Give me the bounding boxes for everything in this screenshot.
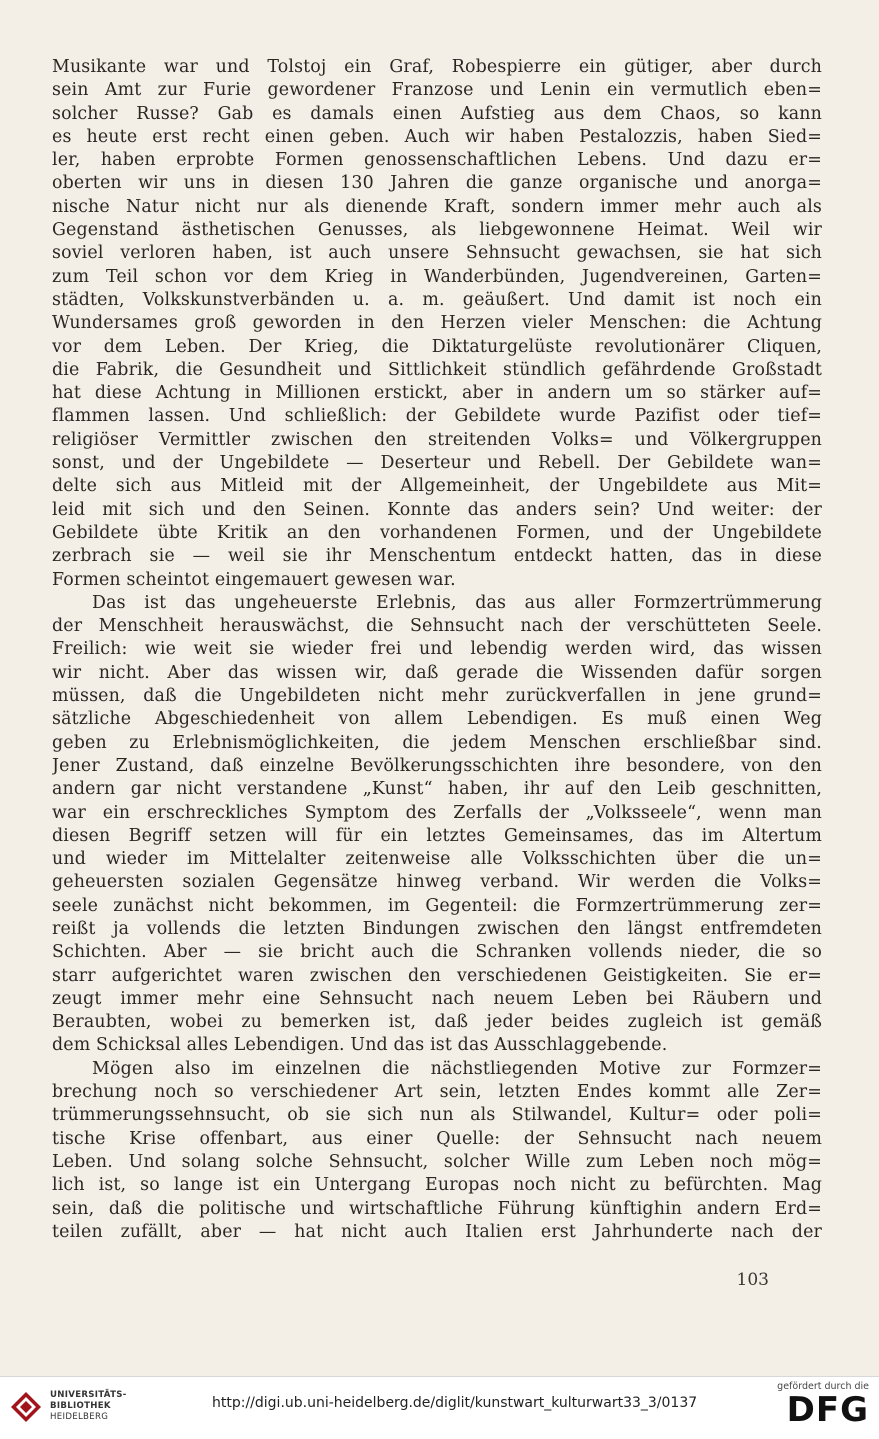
- text-line: sätzliche Abgeschiedenheit von allem Lebendigen. Es muß einen Weg: [52, 709, 822, 730]
- text-line: es heute erst recht einen geben. Auch wir haben Pestalozzis, haben Sied=: [52, 126, 822, 147]
- paragraph-1: [52, 56, 822, 592]
- text-line: brechung noch so verschiedener Art sein, letzten Endes kommt alle Zer=: [52, 1082, 822, 1103]
- dfg-logo-icon: DFG: [786, 1390, 869, 1430]
- permalink-url[interactable]: http://digi.ub.uni-heidelberg.de/diglit/kunstwart_kulturwart33_3/0137: [212, 1395, 698, 1411]
- text-line: andern gar nicht verstandene „Kunst“ haben, ihr auf den Leib geschnitten,: [52, 779, 822, 800]
- text-line: sein, daß die politische und wirtschaftliche Führung künftighin andern Erd=: [52, 1198, 822, 1219]
- library-line-1: UNIVERSITÄTS-: [50, 1390, 127, 1400]
- text-line: diesen Begriff setzen will für ein letztes Gemeinsames, das im Altertum: [52, 825, 822, 846]
- text-line: städten, Volkskunstverbänden u. a. m. geäußert. Und damit ist noch ein: [52, 289, 822, 310]
- text-line: Freilich: wie weit sie wieder frei und lebendig werden wird, das wissen: [52, 639, 822, 660]
- text-line: flammen lassen. Und schließlich: der Gebildete wurde Pazifist oder tief=: [52, 406, 822, 427]
- text-line: reißt ja vollends die letzten Bindungen zwischen den längst entfremdeten: [52, 918, 822, 939]
- dfg-funding-logo[interactable]: [769, 1381, 869, 1435]
- text-line: die Fabrik, die Gesundheit und Sittlichkeit stündlich gefährdende Großstadt: [52, 359, 822, 380]
- funding-caption: gefördert durch die: [777, 1381, 869, 1392]
- library-line-3: HEIDELBERG: [50, 1412, 109, 1422]
- text-line: Das ist das ungeheuerste Erlebnis, das aus aller Formzertrümmerung: [92, 592, 822, 613]
- text-line: der Menschheit herauswächst, die Sehnsucht nach der verschütteten Seele.: [52, 616, 822, 637]
- text-line: sein Amt zur Furie gewordener Franzose und Lenin ein vermutlich eben=: [52, 80, 822, 101]
- text-line: religiöser Vermittler zwischen den streitenden Volks= und Völkergruppen: [52, 429, 822, 450]
- text-line: dem Schicksal alles Lebendigen. Und das ist das Ausschlaggebende.: [52, 1035, 668, 1056]
- text-line: seele zunächst nicht bekommen, im Gegenteil: die Formzertrümmerung zer=: [52, 895, 822, 916]
- library-seal-icon: [10, 1391, 42, 1423]
- body-text: [52, 56, 822, 1244]
- paragraph-2: [52, 592, 822, 1058]
- text-line: und wieder im Mittelalter zeitenweise alle Volksschichten über die un=: [52, 849, 822, 870]
- text-line: lich ist, so lange ist ein Untergang Europas noch nicht zu befürchten. Mag: [52, 1175, 822, 1196]
- text-line: teilen zufällt, aber — hat nicht auch Italien erst Jahrhunderte nach der: [52, 1221, 822, 1242]
- library-line-2: BIBLIOTHEK: [50, 1401, 111, 1411]
- text-line: vor dem Leben. Der Krieg, die Diktaturgelüste revolutionärer Cliquen,: [52, 336, 822, 357]
- text-line: solcher Russe? Gab es damals einen Aufstieg aus dem Chaos, so kann: [52, 103, 822, 124]
- text-line: zeugt immer mehr eine Sehnsucht nach neuem Leben bei Räubern und: [52, 988, 822, 1009]
- text-line: ler, haben erprobte Formen genossenschaftlichen Lebens. Und dazu er=: [52, 150, 822, 171]
- text-line: oberten wir uns in diesen 130 Jahren die ganze organische und anorga=: [52, 173, 822, 194]
- text-line: Musikante war und Tolstoj ein Graf, Robespierre ein gütiger, aber durch: [52, 57, 822, 77]
- page-number: 103: [736, 1270, 769, 1290]
- text-line: geheuersten sozialen Gegensätze hinweg verband. Wir werden die Volks=: [52, 872, 822, 893]
- text-line: Gegenstand ästhetischen Genusses, als liebgewonnene Heimat. Weil wir: [52, 220, 822, 241]
- viewer-footer: [0, 1376, 879, 1439]
- text-line: Schichten. Aber — sie bricht auch die Schranken vollends nieder, die so: [52, 942, 822, 963]
- text-line: zum Teil schon vor dem Krieg in Wanderbünden, Jugendvereinen, Garten=: [52, 266, 822, 287]
- text-line: wir nicht. Aber das wissen wir, daß gerade die Wissenden dafür sorgen: [52, 662, 822, 683]
- library-name: [50, 1390, 127, 1423]
- university-library-logo[interactable]: [10, 1387, 210, 1431]
- text-line: sonst, und der Ungebildete — Deserteur und Rebell. Der Gebildete wan=: [52, 453, 822, 474]
- text-line: Jener Zustand, daß einzelne Bevölkerungsschichten ihre besondere, von den: [52, 755, 822, 776]
- text-line: geben zu Erlebnismöglichkeiten, die jedem Menschen erschließbar sind.: [52, 732, 822, 753]
- paragraph-3: [52, 1058, 822, 1244]
- text-line: Beraubten, wobei zu bemerken ist, daß jeder beides zugleich ist gemäß: [52, 1012, 822, 1033]
- text-line: müssen, daß die Ungebildeten nicht mehr zurückverfallen in jene grund=: [52, 686, 822, 707]
- text-line: Wundersames groß geworden in den Herzen vieler Menschen: die Achtung: [52, 313, 822, 334]
- text-line: tische Krise offenbart, aus einer Quelle: der Sehnsucht nach neuem: [52, 1128, 822, 1149]
- text-line: Gebildete übte Kritik an den vorhandenen Formen, und der Ungebildete: [52, 522, 822, 543]
- text-line: Formen scheintot eingemauert gewesen war.: [52, 569, 456, 590]
- text-line: starr aufgerichtet waren zwischen den verschiedenen Geistigkeiten. Sie er=: [52, 965, 822, 986]
- text-line: soviel verloren haben, ist auch unsere Sehnsucht gewachsen, sie hat sich: [52, 243, 822, 264]
- text-line: nische Natur nicht nur als dienende Kraft, sondern immer mehr auch als: [52, 196, 822, 217]
- text-line: zerbrach sie — weil sie ihr Menschentum entdeckt hatten, das in diese: [52, 546, 822, 567]
- text-line: war ein erschreckliches Symptom des Zerfalls der „Volksseele“, wenn man: [52, 802, 822, 823]
- text-line: Mögen also im einzelnen die nächstliegenden Motive zur Formzer=: [92, 1058, 822, 1079]
- text-line: delte sich aus Mitleid mit der Allgemeinheit, der Ungebildete aus Mit=: [52, 476, 822, 497]
- text-line: Leben. Und solang solche Sehnsucht, solcher Wille zum Leben noch mög=: [52, 1151, 822, 1172]
- text-line: leid mit sich und den Seinen. Konnte das anders sein? Und weiter: der: [52, 499, 822, 520]
- text-line: trümmerungssehnsucht, ob sie sich nun als Stilwandel, Kultur= oder poli=: [52, 1105, 822, 1126]
- text-line: hat diese Achtung in Millionen erstickt, aber in andern um so stärker auf=: [52, 383, 822, 404]
